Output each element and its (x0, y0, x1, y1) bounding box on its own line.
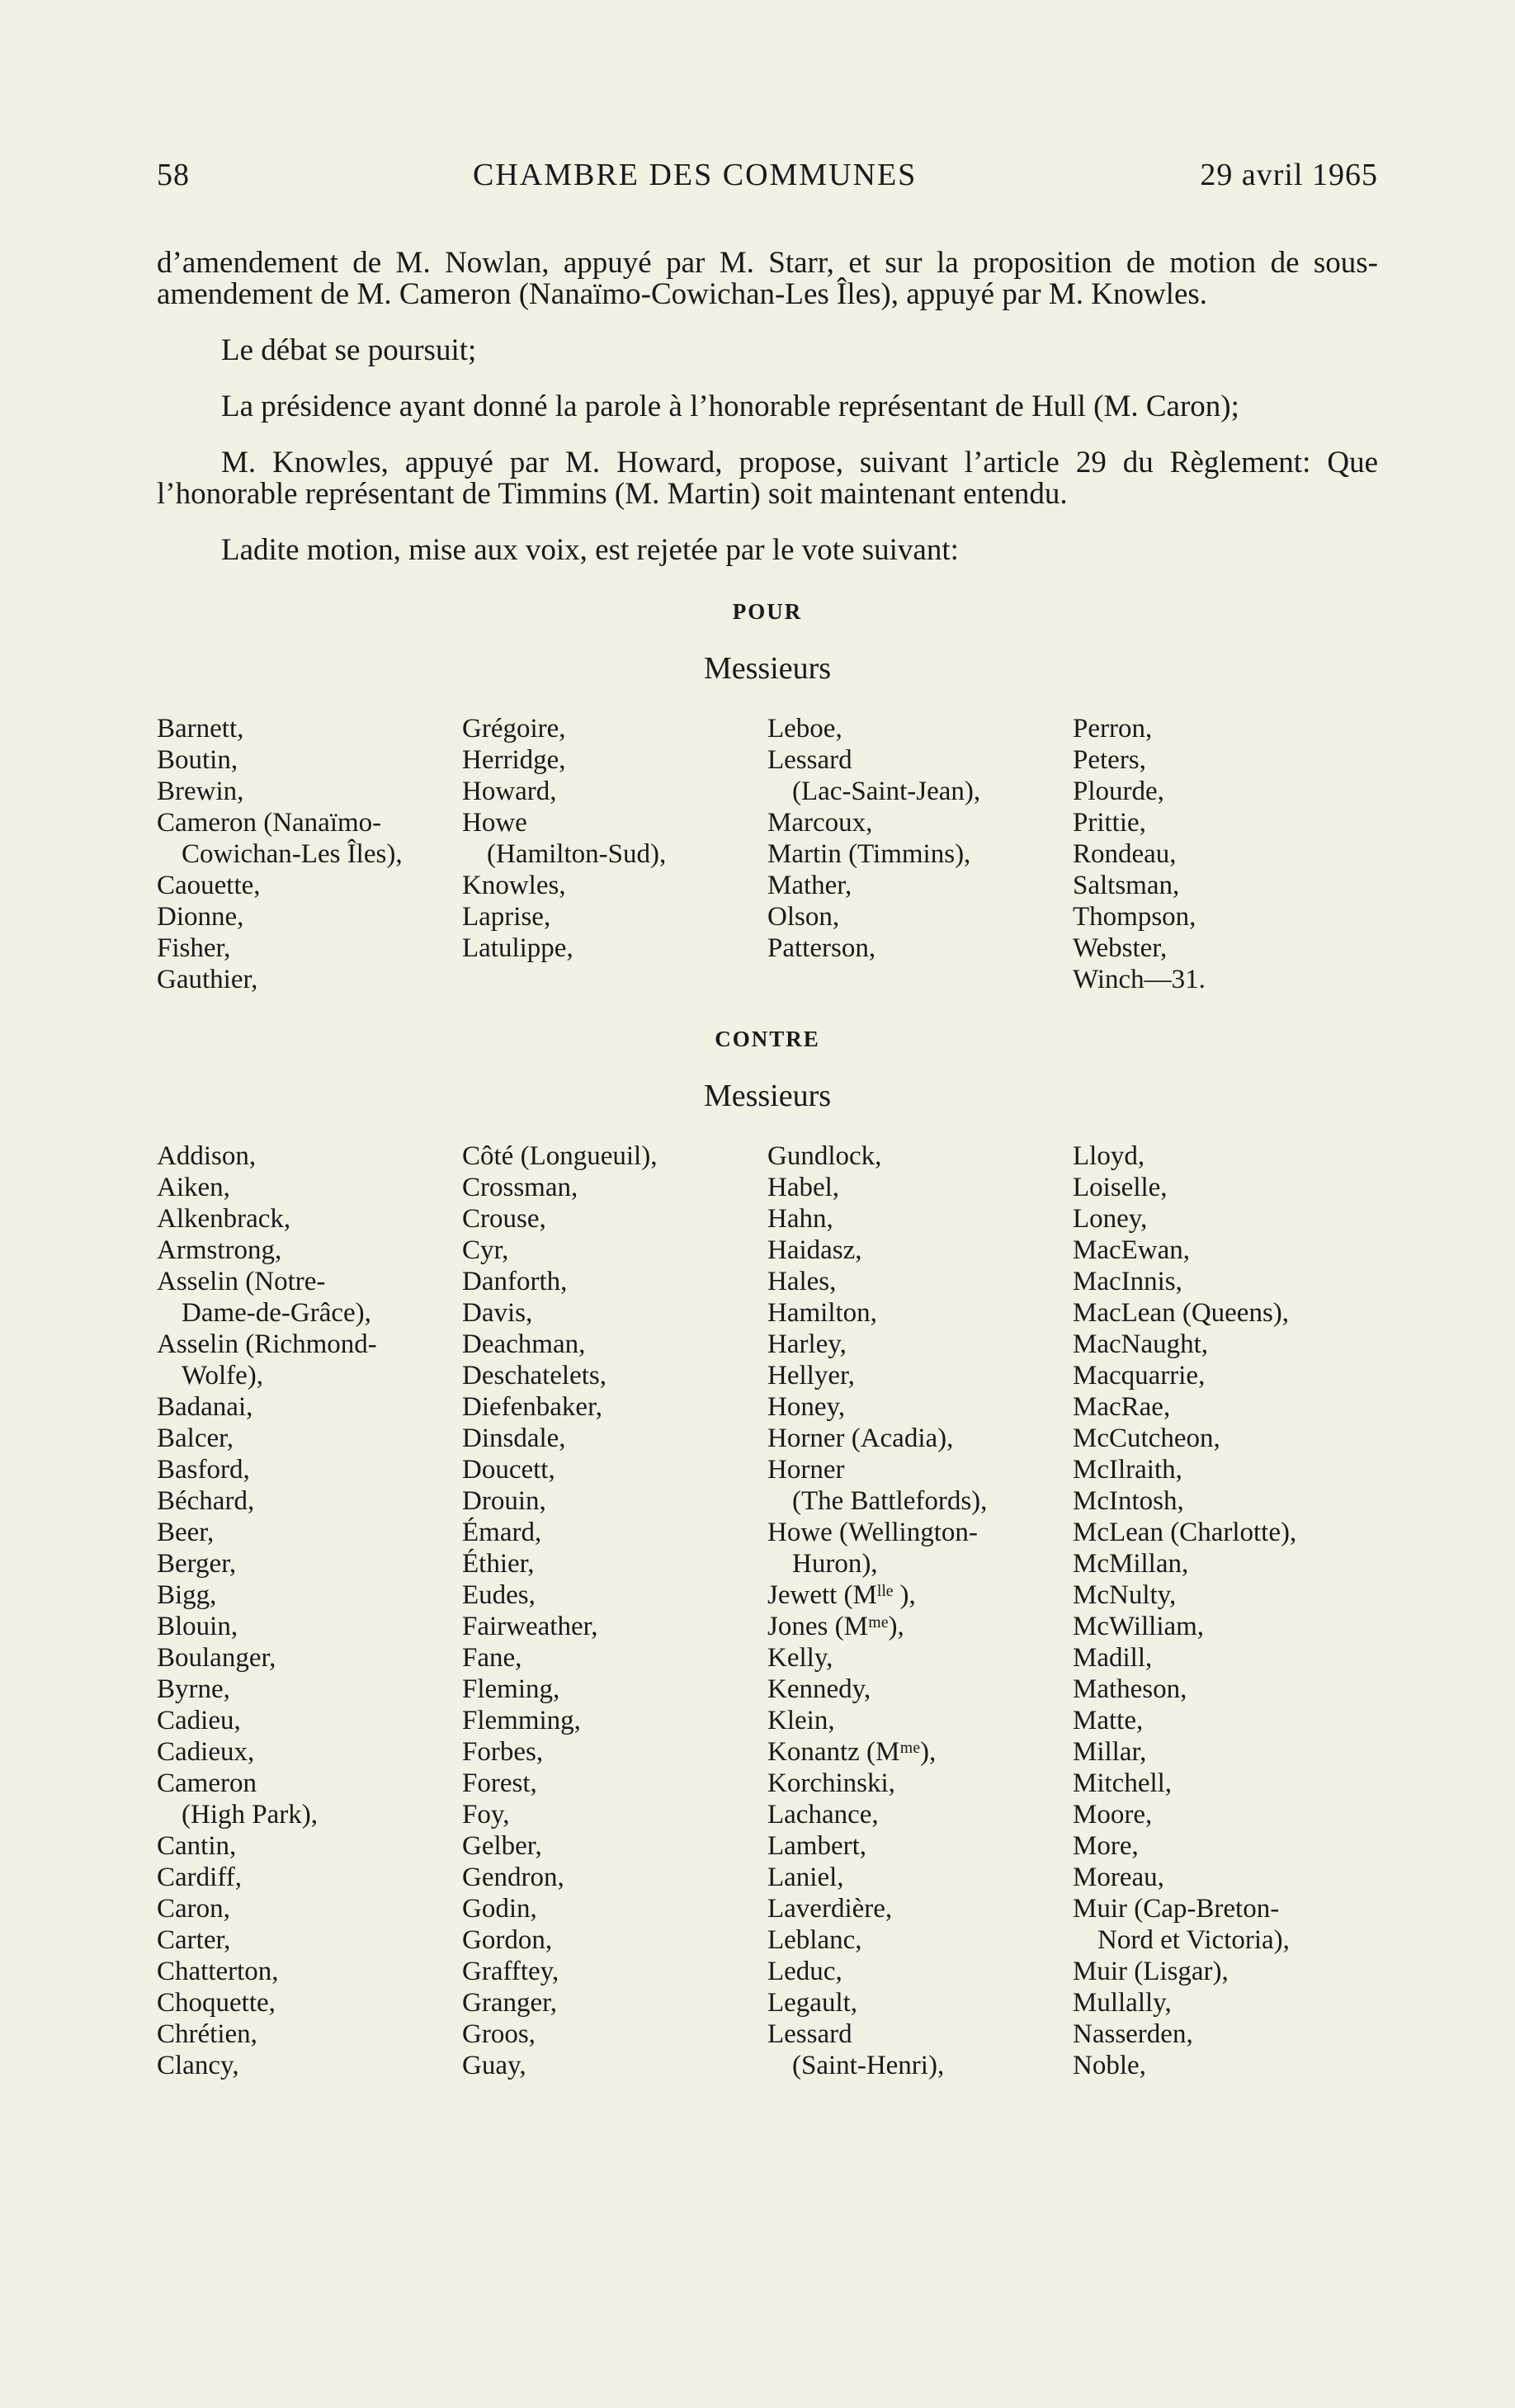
member-name: Mather, (767, 871, 852, 900)
member-name: Davis, (462, 1298, 533, 1328)
member-name: (Hamilton-Sud), (487, 839, 667, 869)
member-name: (High Park), (182, 1800, 318, 1830)
member-name: Addison, (157, 1141, 257, 1171)
member-name: Kelly, (767, 1643, 833, 1673)
member-name: MacInnis, (1073, 1267, 1182, 1296)
member-name: Carter, (157, 1925, 231, 1955)
member-name: Flemming, (462, 1706, 581, 1735)
member-name: Armstrong, (157, 1235, 282, 1265)
member-name: Thompson, (1073, 902, 1196, 932)
member-name: Aiken, (157, 1173, 230, 1202)
member-name: Laprise, (462, 902, 551, 932)
member-name: Huron), (792, 1549, 878, 1579)
member-name: MacNaught, (1073, 1329, 1209, 1359)
member-name: Mullally, (1073, 1988, 1172, 2018)
member-name: Drouin, (462, 1486, 546, 1516)
member-name: Caron, (157, 1894, 230, 1924)
member-name: Forest, (462, 1768, 537, 1798)
contre-name-list (157, 1140, 1378, 2081)
member-name: Perron, (1073, 714, 1153, 744)
member-name: Howe (Wellington- (767, 1518, 978, 1547)
member-name: Grégoire, (462, 714, 566, 744)
contre-column (767, 1140, 1073, 2081)
member-name: Loney, (1073, 1204, 1148, 1234)
contre-subheading: Messieurs (703, 1079, 832, 1113)
member-name: Fisher, (157, 933, 231, 963)
member-name: Habel, (767, 1173, 840, 1202)
member-name: More, (1073, 1831, 1139, 1861)
contre-column (462, 1140, 767, 2081)
member-name: Horner (Acadia), (767, 1424, 954, 1453)
member-name: Wolfe), (182, 1361, 264, 1391)
member-name: Madill, (1073, 1643, 1153, 1673)
member-name: Martin (Timmins), (767, 839, 971, 869)
member-name: Cantin, (157, 1831, 237, 1861)
member-name: Cadieux, (157, 1737, 255, 1767)
pour-subheading: Messieurs (703, 651, 832, 686)
member-name: Côté (Longueuil), (462, 1141, 658, 1171)
member-name: Klein, (767, 1706, 835, 1735)
pour-column (1073, 713, 1378, 995)
member-name: Latulippe, (462, 933, 573, 963)
member-name: McCutcheon, (1073, 1424, 1220, 1453)
member-name: Knowles, (462, 871, 566, 900)
member-name: Dionne, (157, 902, 244, 932)
member-name: Foy, (462, 1800, 510, 1830)
member-name: Honey, (767, 1392, 846, 1422)
member-name: Dame-de-Grâce), (182, 1298, 371, 1328)
member-name: Gendron, (462, 1863, 564, 1892)
pour-column (767, 713, 1073, 995)
member-name: Byrne, (157, 1674, 230, 1704)
page-header (157, 157, 1378, 206)
member-name: Lessard (767, 745, 852, 775)
member-name: Webster, (1073, 933, 1168, 963)
member-name: Rondeau, (1073, 839, 1177, 869)
member-name: Peters, (1073, 745, 1146, 775)
member-name: Gundlock, (767, 1141, 882, 1171)
member-name: MacRae, (1073, 1392, 1171, 1422)
paragraph: Le débat se poursuit; (221, 333, 477, 367)
member-name: Nord et Victoria), (1097, 1925, 1290, 1955)
member-name: Hamilton, (767, 1298, 877, 1328)
contre-column (1073, 1140, 1378, 2081)
member-name: Olson, (767, 902, 840, 932)
member-name: Groos, (462, 2019, 536, 2049)
member-name: Gordon, (462, 1925, 553, 1955)
member-name: Balcer, (157, 1424, 234, 1453)
member-name: Kennedy, (767, 1674, 871, 1704)
pour-column (462, 713, 767, 995)
member-name: Barnett, (157, 714, 244, 744)
member-name: Béchard, (157, 1486, 255, 1516)
member-name: Harley, (767, 1329, 847, 1359)
member-name: Mitchell, (1073, 1768, 1173, 1798)
member-name: Moreau, (1073, 1863, 1164, 1892)
member-name: Guay, (462, 2051, 526, 2080)
member-name: Winch—31. (1073, 965, 1206, 994)
member-name: Grafftey, (462, 1957, 559, 1986)
member-name: Matte, (1073, 1706, 1144, 1735)
member-name: Chrétien, (157, 2019, 257, 2049)
paragraph: Ladite motion, mise aux voix, est rejetée par le vote suivant: (221, 533, 959, 567)
member-name: Cowichan-Les Îles), (182, 839, 403, 869)
member-name: Berger, (157, 1549, 237, 1579)
member-name: Lessard (767, 2019, 852, 2049)
page-date: 29 avril 1965 (1200, 158, 1378, 192)
member-name: Muir (Cap-Breton- (1073, 1894, 1280, 1924)
member-name: Nasserden, (1073, 2019, 1193, 2049)
member-name: McMillan, (1073, 1549, 1189, 1579)
member-name: Forbes, (462, 1737, 544, 1767)
member-name: Dinsdale, (462, 1424, 566, 1453)
member-name: Gelber, (462, 1831, 542, 1861)
member-name: Deachman, (462, 1329, 586, 1359)
member-name: Éthier, (462, 1549, 535, 1579)
member-name: Cadieu, (157, 1706, 241, 1735)
member-name: Macquarrie, (1073, 1361, 1206, 1391)
member-name: Loiselle, (1073, 1173, 1168, 1202)
member-name: Laniel, (767, 1863, 844, 1892)
document-page (157, 157, 1378, 2081)
member-name: Diefenbaker, (462, 1392, 602, 1422)
member-name: Danforth, (462, 1267, 568, 1296)
member-name: Clancy, (157, 2051, 239, 2080)
member-name: Marcoux, (767, 808, 873, 838)
member-name: Moore, (1073, 1800, 1153, 1830)
pour-name-list (157, 713, 1378, 995)
member-name: Haidasz, (767, 1235, 862, 1265)
member-name: Émard, (462, 1518, 542, 1547)
member-name: Konantz (Mᵐᵉ), (767, 1737, 937, 1767)
member-name: Noble, (1073, 2051, 1146, 2080)
member-name: Muir (Lisgar), (1073, 1957, 1229, 1986)
pour-heading: POUR (732, 599, 803, 624)
member-name: McWilliam, (1073, 1612, 1205, 1641)
member-name: Lambert, (767, 1831, 867, 1861)
member-name: (Lac-Saint-Jean), (792, 777, 981, 806)
member-name: Prittie, (1073, 808, 1146, 838)
member-name: Laverdière, (767, 1894, 893, 1924)
member-name: Howard, (462, 777, 557, 806)
member-name: Basford, (157, 1455, 250, 1485)
member-name: Leboe, (767, 714, 842, 744)
member-name: Legault, (767, 1988, 858, 2018)
member-name: Cameron (157, 1768, 257, 1798)
member-name: Patterson, (767, 933, 876, 963)
member-name: Crossman, (462, 1173, 578, 1202)
member-name: Alkenbrack, (157, 1204, 291, 1234)
member-name: Herridge, (462, 745, 566, 775)
member-name: Cyr, (462, 1235, 509, 1265)
member-name: Boutin, (157, 745, 238, 775)
contre-column (157, 1140, 462, 2081)
member-name: Matheson, (1073, 1674, 1187, 1704)
member-name: Brewin, (157, 777, 244, 806)
member-name: (Saint-Henri), (792, 2051, 945, 2080)
member-name: Blouin, (157, 1612, 238, 1641)
member-name: Eudes, (462, 1580, 536, 1610)
member-name: Howe (462, 808, 527, 838)
member-name: Jones (Mᵐᵉ), (767, 1612, 904, 1641)
member-name: Doucett, (462, 1455, 555, 1485)
member-name: Bigg, (157, 1580, 217, 1610)
member-name: Jewett (Mˡˡᵉ ), (767, 1580, 916, 1610)
member-name: Hales, (767, 1267, 837, 1296)
member-name: Korchinski, (767, 1768, 895, 1798)
member-name: Millar, (1073, 1737, 1147, 1767)
member-name: McIlraith, (1073, 1455, 1182, 1485)
member-name: Caouette, (157, 871, 261, 900)
member-name: Deschatelets, (462, 1361, 607, 1391)
member-name: Fairweather, (462, 1612, 598, 1641)
member-name: Lloyd, (1073, 1141, 1145, 1171)
journal-title: CHAMBRE DES COMMUNES (473, 158, 918, 192)
member-name: Leduc, (767, 1957, 842, 1986)
member-name: Godin, (462, 1894, 537, 1924)
member-name: Hellyer, (767, 1361, 855, 1391)
member-name: Badanai, (157, 1392, 253, 1422)
member-name: Crouse, (462, 1204, 546, 1234)
page-number: 58 (157, 158, 190, 192)
member-name: Asselin (Richmond- (157, 1329, 377, 1359)
member-name: Beer, (157, 1518, 215, 1547)
member-name: Gauthier, (157, 965, 258, 994)
member-name: Saltsman, (1073, 871, 1180, 900)
member-name: Plourde, (1073, 777, 1164, 806)
pour-column (157, 713, 462, 995)
member-name: McLean (Charlotte), (1073, 1518, 1297, 1547)
member-name: Fane, (462, 1643, 522, 1673)
member-name: Choquette, (157, 1988, 276, 2018)
member-name: Boulanger, (157, 1643, 276, 1673)
member-name: Leblanc, (767, 1925, 862, 1955)
member-name: (The Battlefords), (792, 1486, 988, 1516)
member-name: MacEwan, (1073, 1235, 1191, 1265)
member-name: Cameron (Nanaïmo- (157, 808, 382, 838)
member-name: Granger, (462, 1988, 558, 2018)
member-name: Hahn, (767, 1204, 833, 1234)
member-name: Chatterton, (157, 1957, 279, 1986)
member-name: Fleming, (462, 1674, 560, 1704)
member-name: Horner (767, 1455, 845, 1485)
paragraph: La présidence ayant donné la parole à l’honorable représentant de Hull (M. Caron); (221, 390, 1239, 423)
member-name: McNulty, (1073, 1580, 1177, 1610)
member-name: MacLean (Queens), (1073, 1298, 1290, 1328)
member-name: Cardiff, (157, 1863, 242, 1892)
member-name: Asselin (Notre- (157, 1267, 326, 1296)
member-name: McIntosh, (1073, 1486, 1184, 1516)
paragraph: d’amendement de M. Nowlan, appuyé par M. Starr, et sur la proposition de motion de sous-amendement de M. Cameron (Nanaïmo-Cowichan-Les Îles), appuyé par M. Knowles. (157, 246, 1378, 311)
contre-heading: CONTRE (715, 1027, 820, 1051)
paragraph: M. Knowles, appuyé par M. Howard, propose, suivant l’article 29 du Règlement: Que l’honorable représentant de Timmins (M. Martin) soit maintenant entendu. (157, 446, 1378, 511)
member-name: Lachance, (767, 1800, 879, 1830)
